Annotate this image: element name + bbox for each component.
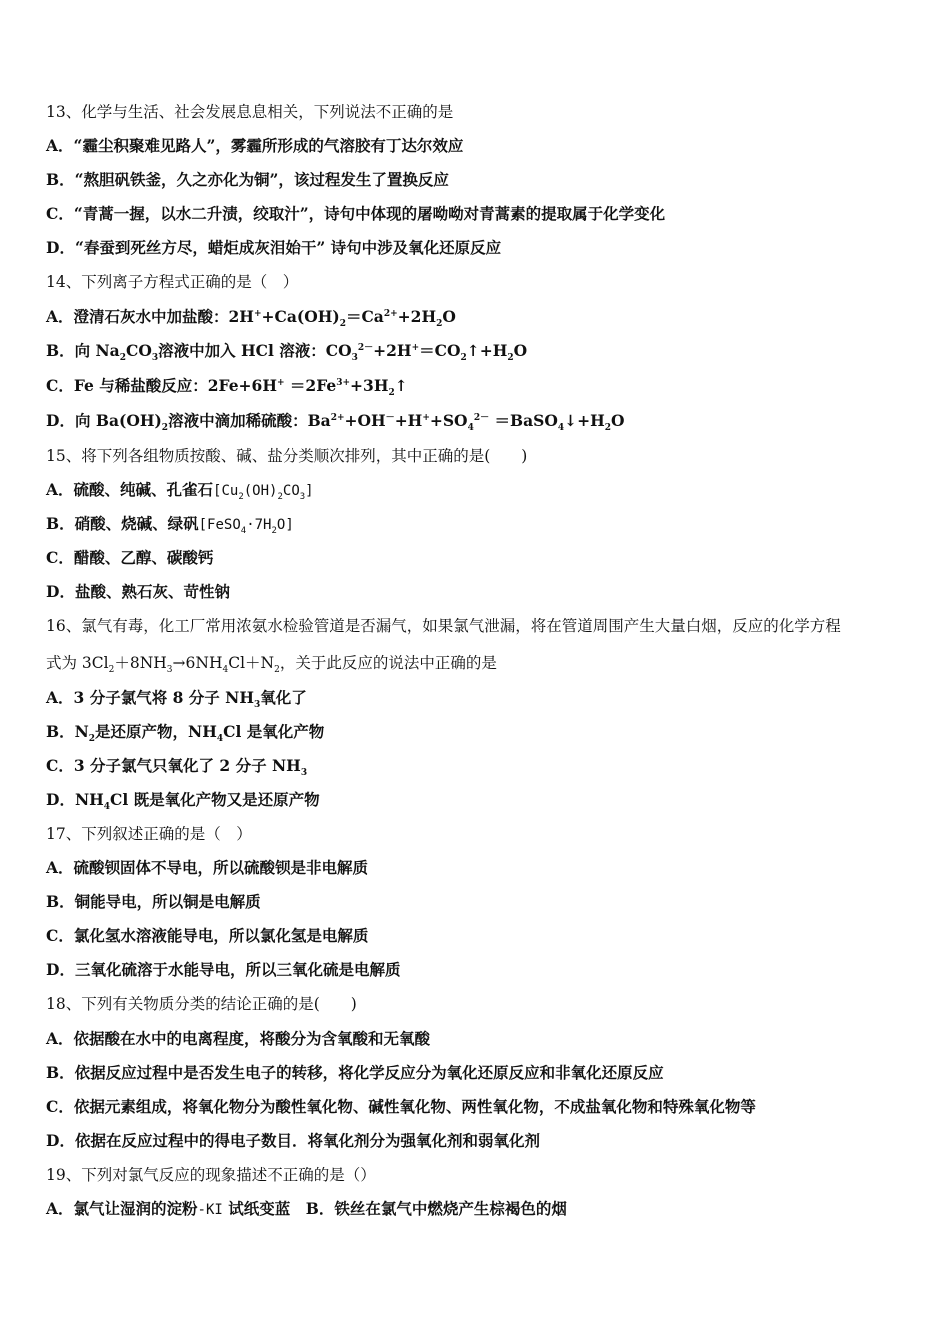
question-19-option-a: A．氯气让湿润的淀粉-KI 试纸变蓝 xyxy=(46,1199,306,1218)
question-17-option-b: B．铜能导电，所以铜是电解质 xyxy=(46,892,261,911)
question-13-option-d: D．“春蚕到死丝方尽，蜡炬成灰泪始干” 诗句中涉及氧化还原反应 xyxy=(46,238,502,257)
question-16-stem-line2: 式为 $3Cl_2+8NH_3\to 6NH_4Cl+N_2$，关于此反应的说法中正确的是 xyxy=(46,654,497,676)
question-19-options-ab xyxy=(46,1199,916,1220)
question-17-stem: 17、下列叙述正确的是（ ） xyxy=(46,825,252,843)
question-13-option-a: A．“霾尘积聚难见路人”，雾霾所形成的气溶胶有丁达尔效应 xyxy=(46,136,464,155)
question-18-option-b: B．依据反应过程中是否发生电子的转移，将化学反应分为氧化还原反应和非氧化还原反应 xyxy=(46,1063,664,1082)
question-13-stem: 13、化学与生活、社会发展息息相关，下列说法不正确的是 xyxy=(46,103,454,121)
question-14-option-b: B．向 $Na_2CO_3$溶液中加入 HCl 溶液：$CO_3^{2-}+2H^+=CO_2↑+H_2O$ xyxy=(46,341,528,364)
question-14-option-c: C．Fe 与稀盐酸反应：$2Fe+6H^+ =2Fe^{3+}+3H_2↑$ xyxy=(46,376,408,399)
question-17-option-a: A．硫酸钡固体不导电，所以硫酸钡是非电解质 xyxy=(46,858,369,877)
question-15-option-a: A．硫酸、纯碱、孔雀石$[Cu_2(OH)_2CO_3]$ xyxy=(46,480,314,502)
question-15-option-d: D．盐酸、熟石灰、苛性钠 xyxy=(46,582,230,601)
question-17-option-c: C．氯化氢水溶液能导电，所以氯化氢是电解质 xyxy=(46,926,369,945)
question-14-stem: 14、下列离子方程式正确的是（ ） xyxy=(46,273,299,291)
question-18-option-a: A．依据酸在水中的电离程度，将酸分为含氧酸和无氧酸 xyxy=(46,1029,431,1048)
question-16-option-c: C．3 分子氯气只氧化了 2 分子 $NH_3$ xyxy=(46,756,308,779)
question-13-option-b: B．“熬胆矾铁釜，久之亦化为铜”，该过程发生了置换反应 xyxy=(46,170,449,189)
question-16-option-b: B．$N_2$是还原产物，$NH_4Cl$ 是氧化产物 xyxy=(46,722,325,745)
question-15-option-b: B．硝酸、烧碱、绿矾$[FeSO_4\cdot 7H_2O]$ xyxy=(46,514,294,536)
question-16-option-d: D．$NH_4Cl$ 既是氧化产物又是还原产物 xyxy=(46,790,320,813)
question-19-option-b: B．铁丝在氯气中燃烧产生棕褐色的烟 xyxy=(305,1199,567,1218)
question-16-option-a: A．3 分子氯气将 8 分子 $NH_3$氧化了 xyxy=(46,688,307,711)
question-18-stem: 18、下列有关物质分类的结论正确的是( ) xyxy=(46,995,357,1013)
question-15-option-c: C．醋酸、乙醇、碳酸钙 xyxy=(46,548,214,567)
question-13-option-c: C．“青蒿一握，以水二升渍，绞取汁”，诗句中体现的屠呦呦对青蒿素的提取属于化学变化 xyxy=(46,204,666,223)
question-18-option-d: D．依据在反应过程中的得电子数目．将氧化剂分为强氧化剂和弱氧化剂 xyxy=(46,1131,540,1150)
question-16-stem-line1: 16、氯气有毒，化工厂常用浓氨水检验管道是否漏气，如果氯气泄漏，将在管道周围产生大量白烟，反应的化学方程 xyxy=(46,617,841,635)
question-14-option-a: A．澄清石灰水中加盐酸：$2H^++Ca(OH)_2=Ca^{2+}+2H_2O$ xyxy=(46,307,456,330)
question-19-stem: 19、下列对氯气反应的现象描述不正确的是（） xyxy=(46,1166,376,1184)
question-15-stem: 15、将下列各组物质按酸、碱、盐分类顺次排列，其中正确的是( ) xyxy=(46,447,528,465)
question-14-option-d: D．向 $Ba(OH)_2$溶液中滴加稀硫酸：$Ba^{2+}+OH^-+H^++SO_4^{2-}$ $=BaSO_4↓+H_2O$ xyxy=(46,411,625,434)
question-17-option-d: D．三氧化硫溶于水能导电，所以三氧化硫是电解质 xyxy=(46,960,401,979)
question-18-option-c: C．依据元素组成，将氧化物分为酸性氧化物、碱性氧化物、两性氧化物，不成盐氧化物和特殊氧化物等 xyxy=(46,1097,756,1116)
